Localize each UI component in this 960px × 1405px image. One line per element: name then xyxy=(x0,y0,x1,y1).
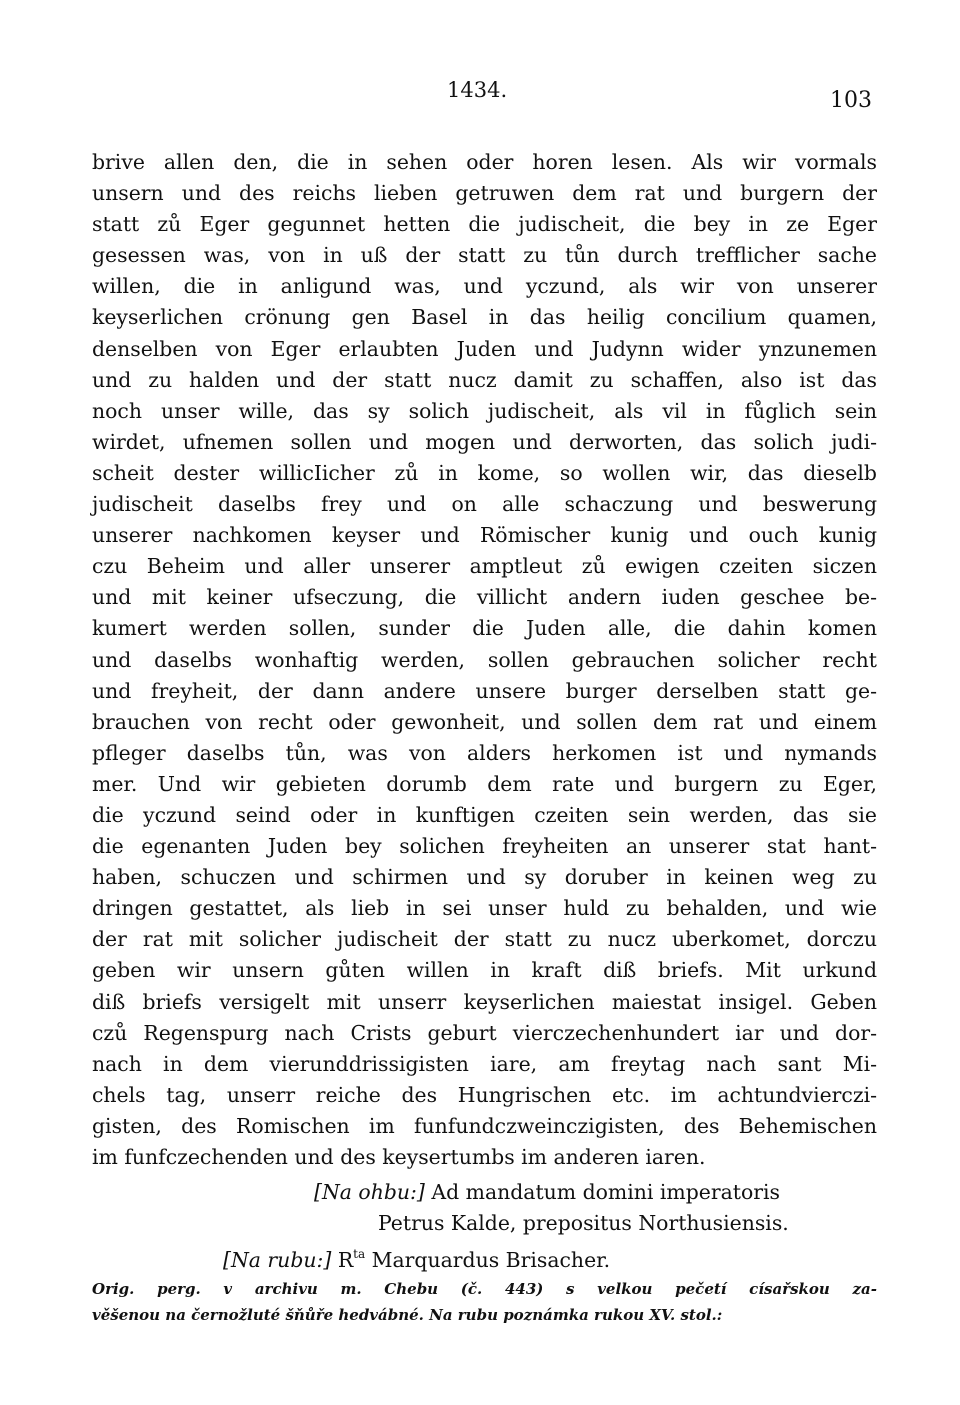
body-line: kumert werden sollen, sunder die Juden alle, die dahin komen xyxy=(92,616,877,641)
body-line: die egenanten Juden bey solichen freyheiten an unserer stat hant- xyxy=(92,834,877,859)
footnote-line: Orig. perg. v archivu m. Chebu (č. 443) s velkou pečetí císařskou za- xyxy=(92,1280,877,1298)
body-line: willen, die in anligund was, und yczund, als wir von unserer xyxy=(92,274,877,299)
body-line: und freyheit, der dann andere unsere burger derselben statt ge- xyxy=(92,678,877,703)
header-year: 1434. xyxy=(447,78,508,102)
body-line: diß briefs versigelt mit unserr keyserlichen maiestat insigel. Geben xyxy=(92,989,877,1014)
footnote-line: věšenou na černožluté šňůře hedvábné. Na rubu poznámka rukou XV. stol.: xyxy=(92,1306,723,1324)
body-line: brive allen den, die in sehen oder horen lesen. Als wir vormals xyxy=(92,150,877,174)
body-line: und mit keiner ufseczung, die villicht andern iuden geschee be- xyxy=(92,585,877,610)
body-line: denselben von Eger erlaubten Juden und Judynn wider ynzunemen xyxy=(92,336,877,361)
registration-mark: $R^{ta}$ xyxy=(337,1247,366,1272)
body-line: die yczund seind oder in kunftigen czeiten sein werden, das sie xyxy=(92,802,877,827)
page-number: 103 xyxy=(830,88,872,113)
body-line: wirdet, ufnemen sollen und mogen und derworten, das solich judi- xyxy=(92,429,877,454)
body-line: gisten, des Romischen im funfundczweinczigisten, des Behemischen xyxy=(92,1113,877,1138)
archival-footnote xyxy=(92,1276,877,1328)
body-line: im funfczechenden und des keysertumbs im anderen iaren. xyxy=(92,1145,706,1169)
signature-line-dorso xyxy=(314,1177,780,1208)
signature-signer-text: Petrus Kalde, prepositus Northusiensis. xyxy=(378,1211,789,1235)
body-line: czu Beheim und aller unserer amptleut zů ewigen czeiten siczen xyxy=(92,554,877,579)
body-line: und zu halden und der statt nucz damit zu schaffen, also ist das xyxy=(92,367,877,392)
body-line: haben, schuczen und schirmen und sy doruber in keinen weg zu xyxy=(92,865,877,890)
body-line: geben wir unsern gůten willen in kraft diß briefs. Mit urkund xyxy=(92,958,877,983)
running-header xyxy=(0,78,960,113)
body-line: czů Regenspurg nach Crists geburt vierczechenhundert iar und dor- xyxy=(92,1020,877,1045)
signature-mandate-text: Ad mandatum domini imperatoris xyxy=(431,1180,780,1204)
signature-label-margin: [Na rubu:] xyxy=(223,1248,332,1272)
body-line: gesessen was, von in uß der statt zu tůn durch trefflicher sache xyxy=(92,243,877,268)
body-line: brauchen von recht oder gewonheit, und sollen dem rat und einem xyxy=(92,709,877,734)
body-line: unserer nachkomen keyser und Römischer kunig und ouch kunig xyxy=(92,523,877,548)
body-line: chels tag, unserr reiche des Hungrischen etc. im achtundvierczi- xyxy=(92,1082,877,1107)
body-line: nach in dem vierunddrissigisten iare, am freytag nach sant Mi- xyxy=(92,1051,877,1076)
body-line: der rat mit solicher judischeit der statt zu nucz uberkomet, dorczu xyxy=(92,927,877,952)
body-line: und daselbs wonhaftig werden, sollen gebrauchen solicher recht xyxy=(92,647,877,672)
charter-body-text xyxy=(92,147,877,1173)
body-line: dringen gestattet, als lieb in sei unser huld zu behalden, und wie xyxy=(92,896,877,921)
signature-registrar-text: Marquardus Brisacher. xyxy=(371,1248,611,1272)
signature-line-signer xyxy=(378,1208,789,1239)
signature-line-margin xyxy=(223,1239,610,1276)
body-line: pfleger daselbs tůn, was von alders herkomen ist und nymands xyxy=(92,740,877,765)
body-line: judischeit daselbs frey und on alle schaczung und beswerung xyxy=(92,492,877,517)
body-line: scheit dester willicIicher zů in kome, so wollen wir, das dieselb xyxy=(92,460,877,485)
body-line: noch unser wille, das sy solich judischeit, als vil in fůglich sein xyxy=(92,398,877,423)
body-line: unsern und des reichs lieben getruwen dem rat und burgern der xyxy=(92,181,877,206)
body-line: mer. Und wir gebieten dorumb dem rate und burgern zu Eger, xyxy=(92,771,877,796)
body-line: statt zů Eger gegunnet hetten die judischeit, die bey in ze Eger xyxy=(92,212,877,237)
body-line: keyserlichen crönung gen Basel in das heilig concilium quamen, xyxy=(92,305,877,330)
signature-label-dorso: [Na ohbu:] xyxy=(314,1180,425,1204)
